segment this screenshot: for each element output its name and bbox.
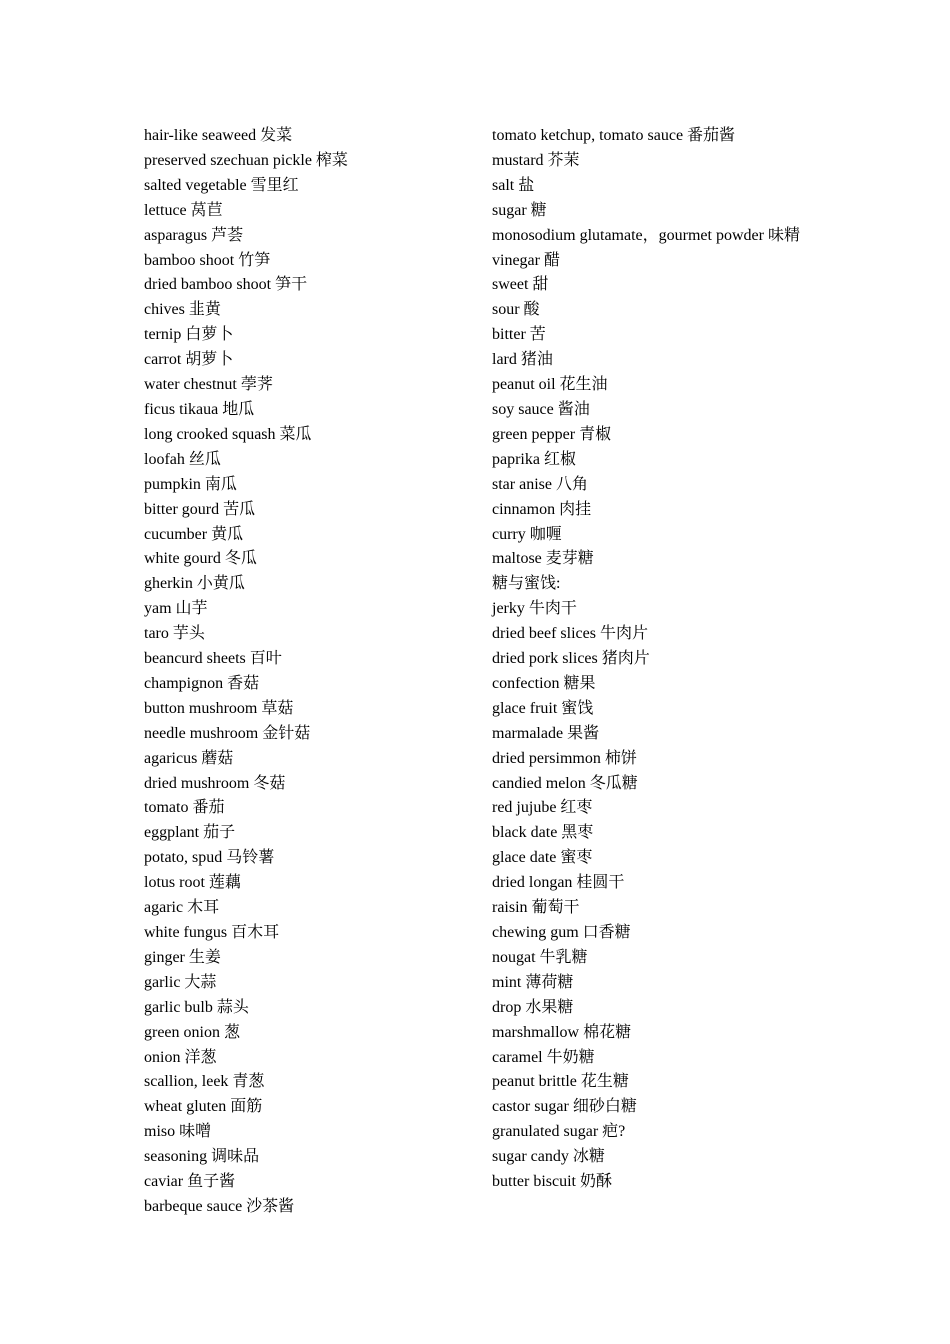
vocabulary-entry: wheat gluten 面筋 (144, 1098, 263, 1116)
vocabulary-entry: chives 韭黄 (144, 301, 221, 319)
vocabulary-entry: paprika 红椒 (492, 450, 576, 468)
vocabulary-entry: glace date 蜜枣 (492, 849, 593, 867)
vocabulary-entry: white gourd 冬瓜 (144, 550, 257, 568)
vocabulary-entry: water chestnut 荸荠 (144, 376, 273, 394)
vocabulary-entry: castor sugar 细砂白糖 (492, 1098, 637, 1116)
vocabulary-entry: black date 黑枣 (492, 824, 594, 842)
vocabulary-entry: miso 味噌 (144, 1123, 212, 1141)
vocabulary-entry: mustard 芥茉 (492, 151, 580, 169)
vocabulary-entry: ficus tikaua 地瓜 (144, 400, 255, 418)
vocabulary-entry: salt 盐 (492, 176, 535, 194)
vocabulary-entry: sugar 糖 (492, 201, 547, 219)
vocabulary-entry: seasoning 调味品 (144, 1148, 260, 1166)
vocabulary-entry: loofah 丝瓜 (144, 450, 221, 468)
vocabulary-entry: taro 芋头 (144, 625, 205, 643)
vocabulary-entry: mint 薄荷糖 (492, 973, 574, 991)
vocabulary-entry: caviar 鱼子酱 (144, 1173, 236, 1191)
vocabulary-entry: green onion 葱 (144, 1023, 240, 1041)
vocabulary-entry: bamboo shoot 竹笋 (144, 251, 271, 269)
vocabulary-entry: candied melon 冬瓜糖 (492, 774, 638, 792)
vocabulary-entry: soy sauce 酱油 (492, 400, 590, 418)
vocabulary-entry: nougat 牛乳糖 (492, 948, 588, 966)
vocabulary-entry: garlic 大蒜 (144, 973, 217, 991)
vocabulary-entry: cucumber 黄瓜 (144, 525, 244, 543)
vocabulary-entry: dried longan 桂圆干 (492, 874, 625, 892)
vocabulary-entry: long crooked squash 菜瓜 (144, 425, 312, 443)
vocabulary-entry: tomato 番茄 (144, 799, 225, 817)
vocabulary-entry: agaric 木耳 (144, 899, 220, 917)
right-vocabulary-column (492, 124, 808, 1195)
vocabulary-entry: hair-like seaweed 发菜 (144, 127, 293, 144)
vocabulary-entry: button mushroom 草菇 (144, 699, 294, 717)
vocabulary-entry: peanut oil 花生油 (492, 376, 608, 394)
vocabulary-entry: white fungus 百木耳 (144, 924, 280, 941)
vocabulary-entry: marmalade 果酱 (492, 724, 600, 742)
vocabulary-entry: ginger 生姜 (144, 948, 221, 966)
vocabulary-entry: peanut brittle 花生糖 (492, 1073, 629, 1091)
vocabulary-entry: beancurd sheets 百叶 (144, 650, 282, 668)
vocabulary-entry: asparagus 芦荟 (144, 226, 244, 244)
vocabulary-entry: maltose 麦芽糖 (492, 550, 594, 568)
vocabulary-entry: sugar candy 冰糖 (492, 1148, 605, 1166)
vocabulary-entry: drop 水果糖 (492, 998, 574, 1016)
vocabulary-entry: cinnamon 肉挂 (492, 500, 592, 518)
vocabulary-entry: raisin 葡萄干 (492, 899, 580, 917)
vocabulary-entry: bitter 苦 (492, 326, 546, 344)
vocabulary-entry: salted vegetable 雪里红 (144, 176, 299, 194)
vocabulary-entry: glace fruit 蜜饯 (492, 699, 594, 717)
vocabulary-entry: 糖与蜜饯: (492, 575, 561, 593)
vocabulary-entry: red jujube 红枣 (492, 799, 593, 817)
vocabulary-entry: scallion, leek 青葱 (144, 1073, 265, 1091)
vocabulary-entry: dried pork slices 猪肉片 (492, 650, 650, 668)
vocabulary-entry: potato, spud 马铃薯 (144, 849, 275, 867)
vocabulary-entry: lettuce 莴苣 (144, 201, 223, 219)
vocabulary-entry: confection 糖果 (492, 674, 596, 692)
vocabulary-entry: pumpkin 南瓜 (144, 475, 237, 493)
vocabulary-entry: butter biscuit 奶酥 (492, 1173, 612, 1191)
vocabulary-entry: dried persimmon 柿饼 (492, 749, 637, 767)
vocabulary-entry: sour 酸 (492, 301, 540, 319)
vocabulary-entry: granulated sugar 疤? (492, 1123, 626, 1141)
vocabulary-entry: bitter gourd 苦瓜 (144, 500, 256, 518)
vocabulary-entry: marshmallow 棉花糖 (492, 1023, 632, 1041)
vocabulary-entry: lard 猪油 (492, 351, 553, 369)
vocabulary-entry: agaricus 蘑菇 (144, 749, 234, 767)
vocabulary-entry: preserved szechuan pickle 榨菜 (144, 151, 348, 169)
vocabulary-entry: chewing gum 口香糖 (492, 924, 631, 941)
vocabulary-entry: jerky 牛肉干 (492, 600, 577, 618)
vocabulary-entry: tomato ketchup, tomato sauce 番茄酱 (492, 127, 736, 144)
vocabulary-entry: star anise 八角 (492, 475, 588, 493)
vocabulary-entry: sweet 甜 (492, 276, 549, 294)
vocabulary-entry: garlic bulb 蒜头 (144, 998, 249, 1016)
vocabulary-entry: barbeque sauce 沙茶酱 (144, 1197, 295, 1215)
vocabulary-entry: onion 洋葱 (144, 1048, 217, 1066)
vocabulary-entry: eggplant 茄子 (144, 824, 236, 842)
vocabulary-entry: gherkin 小黄瓜 (144, 575, 245, 593)
left-vocabulary-column (144, 124, 474, 1220)
vocabulary-entry: lotus root 莲藕 (144, 874, 241, 892)
vocabulary-entry: dried mushroom 冬菇 (144, 774, 286, 792)
vocabulary-entry: dried bamboo shoot 笋干 (144, 276, 308, 294)
vocabulary-entry: monosodium glutamate，gourmet powder 味精 (492, 226, 800, 244)
vocabulary-entry: carrot 胡萝卜 (144, 351, 234, 369)
vocabulary-entry: green pepper 青椒 (492, 425, 612, 443)
vocabulary-entry: dried beef slices 牛肉片 (492, 625, 648, 643)
vocabulary-entry: champignon 香菇 (144, 674, 260, 692)
vocabulary-entry: yam 山芋 (144, 600, 208, 618)
vocabulary-entry: caramel 牛奶糖 (492, 1048, 595, 1066)
vocabulary-entry: vinegar 醋 (492, 251, 560, 269)
vocabulary-entry: curry 咖喱 (492, 525, 562, 543)
vocabulary-entry: needle mushroom 金针菇 (144, 724, 311, 742)
vocabulary-entry: ternip 白萝卜 (144, 326, 234, 344)
